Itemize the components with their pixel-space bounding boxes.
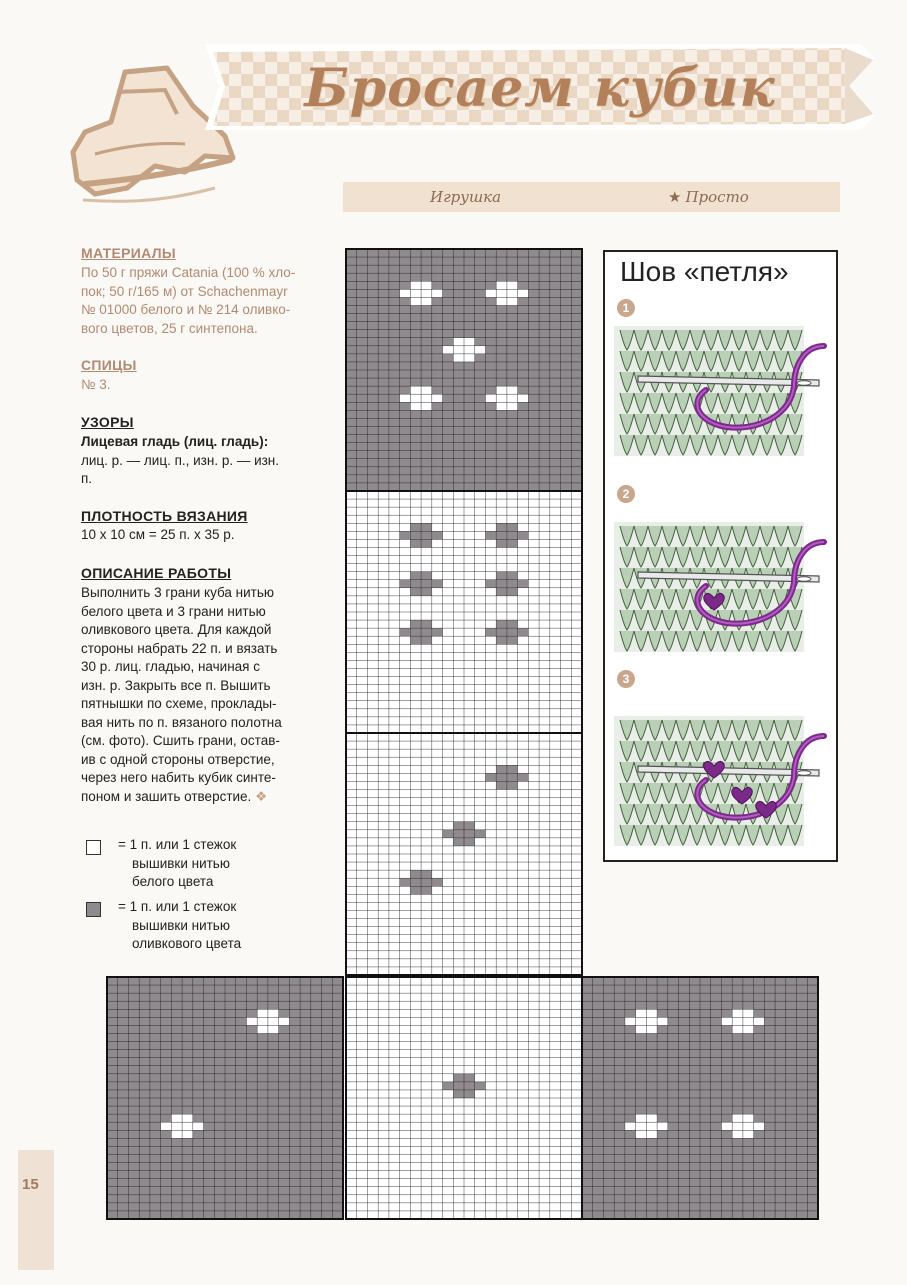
dot-cell [432, 394, 443, 402]
dot-cell [432, 289, 443, 297]
dot-cell [464, 1074, 475, 1082]
dot-cell [507, 523, 518, 531]
dot-cell [443, 830, 454, 838]
materials-line: вого цветов, 25 г синтепона. [81, 320, 258, 336]
dot-cell [507, 281, 518, 289]
page-title: Бросаем кубик [304, 57, 776, 119]
dot-cell [410, 628, 421, 636]
description-line: (см. фото). Сшить грани, остав- [81, 733, 280, 748]
dot-cell [496, 781, 507, 789]
dot-cell [410, 539, 421, 547]
description-line: стороны набрать 22 п. и вязать [81, 640, 278, 656]
dot-cell [421, 572, 432, 580]
dot-cell [421, 386, 432, 394]
dot-cell [257, 1017, 268, 1025]
dot-cell [496, 765, 507, 773]
dot-cell [410, 386, 421, 394]
description-heading: ОПИСАНИЕ РАБОТЫ [81, 565, 232, 581]
dot-cell [625, 1017, 636, 1025]
dot-cell [732, 1122, 743, 1130]
dot-cell [421, 886, 432, 894]
category-label: Игрушка [430, 188, 502, 206]
dot-cell [464, 822, 475, 830]
stitch-step-3-illustration [614, 716, 829, 846]
dot-cell [485, 531, 496, 539]
dot-cell [507, 580, 518, 588]
dot-cell [507, 773, 518, 781]
dot-cell [410, 870, 421, 878]
dot-cell [646, 1122, 657, 1130]
description-line [81, 788, 321, 807]
dot-cell [421, 531, 432, 539]
materials-line: По 50 г пряжи Catania (100 % хло- [81, 265, 296, 280]
dot-cell [171, 1114, 182, 1122]
needle-eye [797, 381, 811, 385]
dot-cell [421, 870, 432, 878]
dot-cell [421, 620, 432, 628]
dot-cell [754, 1017, 765, 1025]
dot-cell [421, 297, 432, 305]
description-line: 30 р. лиц. гладью, начиная с [81, 659, 260, 674]
dot-cell [636, 1009, 647, 1017]
dot-cell [507, 636, 518, 644]
gauge-heading: ПЛОТНОСТЬ ВЯЗАНИЯ [81, 508, 248, 524]
dot-cell [496, 281, 507, 289]
dot-cell [171, 1130, 182, 1138]
step-badge: 2 [617, 485, 635, 503]
dot-cell [496, 297, 507, 305]
pattern-name: Лицевая гладь (лиц. гладь): [81, 434, 269, 449]
dot-cell [443, 346, 454, 354]
face-grid [346, 491, 582, 733]
dot-cell [518, 628, 529, 636]
dot-cell [646, 1009, 657, 1017]
dot-cell [453, 830, 464, 838]
dot-cell [646, 1130, 657, 1138]
dot-cell [636, 1017, 647, 1025]
dot-cell [732, 1017, 743, 1025]
dot-cell [268, 1009, 279, 1017]
dot-cell [443, 1082, 454, 1090]
face-grid [346, 249, 582, 491]
dot-cell [453, 1082, 464, 1090]
dot-cell [657, 1122, 668, 1130]
dot-cell [721, 1122, 732, 1130]
description-line: оливкового цвета. Для каждой [81, 622, 272, 637]
dot-cell [400, 289, 411, 297]
difficulty-label [668, 188, 749, 206]
dot-cell [421, 523, 432, 531]
dot-cell [636, 1122, 647, 1130]
step-badge: 3 [617, 670, 635, 688]
legend-line: = 1 п. или 1 стежок [118, 899, 237, 914]
dot-cell [421, 878, 432, 886]
cube-face-center [346, 977, 582, 1219]
dot-cell [257, 1009, 268, 1017]
dot-cell [400, 580, 411, 588]
needles-value: № 3. [81, 377, 111, 392]
dot-cell [732, 1025, 743, 1033]
gauge-value: 10 х 10 см = 25 п. х 35 р. [81, 527, 235, 542]
cube-face-left [107, 977, 343, 1219]
dot-cell [410, 878, 421, 886]
dot-cell [496, 580, 507, 588]
dot-cell [518, 394, 529, 402]
dot-cell [268, 1025, 279, 1033]
dot-cell [646, 1114, 657, 1122]
page-number: 15 [22, 1176, 39, 1193]
patterns-heading: УЗОРЫ [81, 414, 134, 430]
legend-white-text [118, 836, 236, 892]
dot-cell [410, 523, 421, 531]
dot-cell [625, 1122, 636, 1130]
dot-cell [507, 394, 518, 402]
dot-cell [453, 822, 464, 830]
dot-cell [410, 588, 421, 596]
dot-cell [636, 1025, 647, 1033]
diamond-ornament-icon: ❖ [255, 788, 268, 804]
dot-cell [507, 289, 518, 297]
dot-cell [518, 289, 529, 297]
face-background [582, 977, 818, 1219]
needle-eye [797, 771, 811, 775]
description-last-line: поном и зашить отверстие. [81, 788, 252, 804]
face-background [346, 733, 582, 975]
dot-cell [732, 1114, 743, 1122]
materials-text [81, 264, 321, 338]
legend-line: = 1 п. или 1 стежок [118, 837, 237, 852]
cube-face-right [582, 977, 818, 1219]
dot-cell [518, 773, 529, 781]
dot-cell [453, 338, 464, 346]
materials-line: № 01000 белого и № 214 оливко- [81, 302, 291, 317]
face-border [107, 977, 343, 1219]
description-line: Выполнить 3 грани куба нитью [81, 585, 274, 600]
white-swatch-box [86, 840, 101, 855]
description-line: белого цвета и 3 грани нитью [81, 603, 266, 619]
dot-cell [743, 1122, 754, 1130]
dot-cell [161, 1122, 172, 1130]
dot-cell [507, 628, 518, 636]
face-background [346, 249, 582, 491]
dot-cell [453, 354, 464, 362]
dot-cell [410, 297, 421, 305]
cube-face-lower-middle [346, 733, 582, 975]
dot-cell [646, 1017, 657, 1025]
face-grid [346, 733, 582, 975]
dot-cell [421, 580, 432, 588]
dot-cell [400, 878, 411, 886]
dot-cell [410, 289, 421, 297]
legend-white-swatch [86, 840, 101, 855]
dot-cell [507, 539, 518, 547]
dot-cell [475, 1082, 486, 1090]
dot-cell [496, 386, 507, 394]
dot-cell [507, 588, 518, 596]
dot-cell [743, 1017, 754, 1025]
face-grid [107, 977, 343, 1219]
dot-cell [732, 1009, 743, 1017]
dot-cell [410, 886, 421, 894]
dot-cell [496, 636, 507, 644]
dot-cell [421, 588, 432, 596]
legend-line: оливкового цвета [132, 936, 242, 951]
dot-cell [279, 1017, 290, 1025]
dot-cell [410, 402, 421, 410]
dot-cell [721, 1017, 732, 1025]
face-border [346, 977, 582, 1219]
dot-cell [410, 281, 421, 289]
dot-cell [421, 281, 432, 289]
dot-cell [743, 1114, 754, 1122]
dot-cell [507, 297, 518, 305]
dot-cell [646, 1025, 657, 1033]
patterns-text [81, 433, 321, 489]
description-line: ив с одной стороны отверстие, [81, 751, 275, 767]
legend-line: вышивки нитью [132, 855, 230, 871]
dot-cell [507, 402, 518, 410]
dot-cell [464, 346, 475, 354]
face-grid [582, 977, 818, 1219]
dot-cell [754, 1122, 765, 1130]
legend-line: вышивки нитью [132, 917, 230, 933]
dot-cell [464, 338, 475, 346]
dot-cell [432, 628, 443, 636]
cube-face-upper-middle [346, 491, 582, 733]
dot-cell [743, 1009, 754, 1017]
dot-cell [743, 1025, 754, 1033]
description-line: пятнышки по схеме, проклады- [81, 696, 277, 711]
dot-cell [182, 1122, 193, 1130]
dot-cell [496, 773, 507, 781]
dot-cell [400, 394, 411, 402]
dot-cell [518, 531, 529, 539]
dot-cell [507, 572, 518, 580]
dot-cell [182, 1114, 193, 1122]
dot-cell [507, 386, 518, 394]
dot-cell [496, 572, 507, 580]
dot-cell [496, 628, 507, 636]
dot-cell [410, 394, 421, 402]
dot-cell [432, 580, 443, 588]
legend-line: белого цвета [132, 874, 214, 889]
dot-cell [496, 539, 507, 547]
dot-cell [453, 346, 464, 354]
legend-olive-text [118, 898, 241, 954]
dot-cell [496, 289, 507, 297]
dot-cell [475, 830, 486, 838]
dot-cell [464, 830, 475, 838]
dot-cell [193, 1122, 204, 1130]
dot-cell [268, 1017, 279, 1025]
stitch-step-1-illustration [614, 326, 829, 456]
category-strip [343, 182, 840, 212]
dot-cell [257, 1025, 268, 1033]
face-background [346, 977, 582, 1219]
dot-cell [464, 1082, 475, 1090]
needle-eye [797, 577, 811, 581]
stitch-step-2-illustration [614, 522, 829, 652]
dot-cell [743, 1130, 754, 1138]
dot-cell [421, 636, 432, 644]
needles-heading: СПИЦЫ [81, 357, 137, 373]
dot-cell [518, 580, 529, 588]
dot-cell [246, 1017, 257, 1025]
dot-cell [636, 1114, 647, 1122]
face-background [107, 977, 343, 1219]
dot-cell [464, 838, 475, 846]
dot-cell [410, 531, 421, 539]
legend-olive-swatch [86, 902, 101, 917]
materials-line: пок; 50 г/165 м) от Schachenmayr [81, 283, 288, 299]
dot-cell [475, 346, 486, 354]
face-border [346, 733, 582, 975]
dot-cell [636, 1130, 647, 1138]
dot-cell [410, 620, 421, 628]
dot-cell [410, 636, 421, 644]
description-line: вая нить по п. вязаного полотна [81, 714, 282, 730]
face-grid [346, 977, 582, 1219]
dot-cell [485, 289, 496, 297]
dot-cell [496, 620, 507, 628]
face-background [346, 491, 582, 733]
dot-cell [410, 580, 421, 588]
dot-cell [485, 580, 496, 588]
dot-cell [421, 394, 432, 402]
page-number-tab [18, 1150, 54, 1270]
dot-cell [453, 1090, 464, 1098]
dot-cell [485, 773, 496, 781]
dot-cell [496, 394, 507, 402]
dot-cell [421, 289, 432, 297]
face-border [346, 491, 582, 733]
cube-face-top [346, 249, 582, 491]
face-border [582, 977, 818, 1219]
dot-cell [732, 1130, 743, 1138]
description-line: через него набить кубик синте- [81, 770, 276, 785]
dot-cell [507, 765, 518, 773]
dot-cell [464, 354, 475, 362]
dot-cell [171, 1122, 182, 1130]
dot-cell [453, 838, 464, 846]
description-text [81, 584, 321, 806]
dot-cell [507, 620, 518, 628]
difficulty-text: Просто [685, 188, 749, 206]
dot-cell [485, 628, 496, 636]
pattern-line: лиц. р. — лиц. п., изн. р. — изн. [81, 452, 280, 468]
dot-cell [507, 531, 518, 539]
dot-cell [421, 539, 432, 547]
description-line: изн. р. Закрыть все п. Вышить [81, 677, 271, 693]
dot-cell [400, 531, 411, 539]
star-icon: ★ [668, 188, 682, 206]
dot-cell [496, 523, 507, 531]
dot-cell [485, 394, 496, 402]
face-border [346, 249, 582, 491]
step-badge: 1 [617, 299, 635, 317]
dot-cell [410, 572, 421, 580]
stitch-title: Шов «петля» [620, 256, 789, 287]
dot-cell [182, 1130, 193, 1138]
dot-cell [507, 781, 518, 789]
dot-cell [496, 531, 507, 539]
dot-cell [400, 628, 411, 636]
dot-cell [421, 402, 432, 410]
dot-cell [496, 588, 507, 596]
dot-cell [453, 1074, 464, 1082]
pattern-line: п. [81, 471, 93, 486]
dot-cell [496, 402, 507, 410]
olive-swatch-box [86, 902, 101, 917]
dot-cell [464, 1090, 475, 1098]
dot-cell [421, 628, 432, 636]
materials-heading: МАТЕРИАЛЫ [81, 245, 176, 261]
dot-cell [657, 1017, 668, 1025]
dot-cell [432, 878, 443, 886]
dot-cell [432, 531, 443, 539]
